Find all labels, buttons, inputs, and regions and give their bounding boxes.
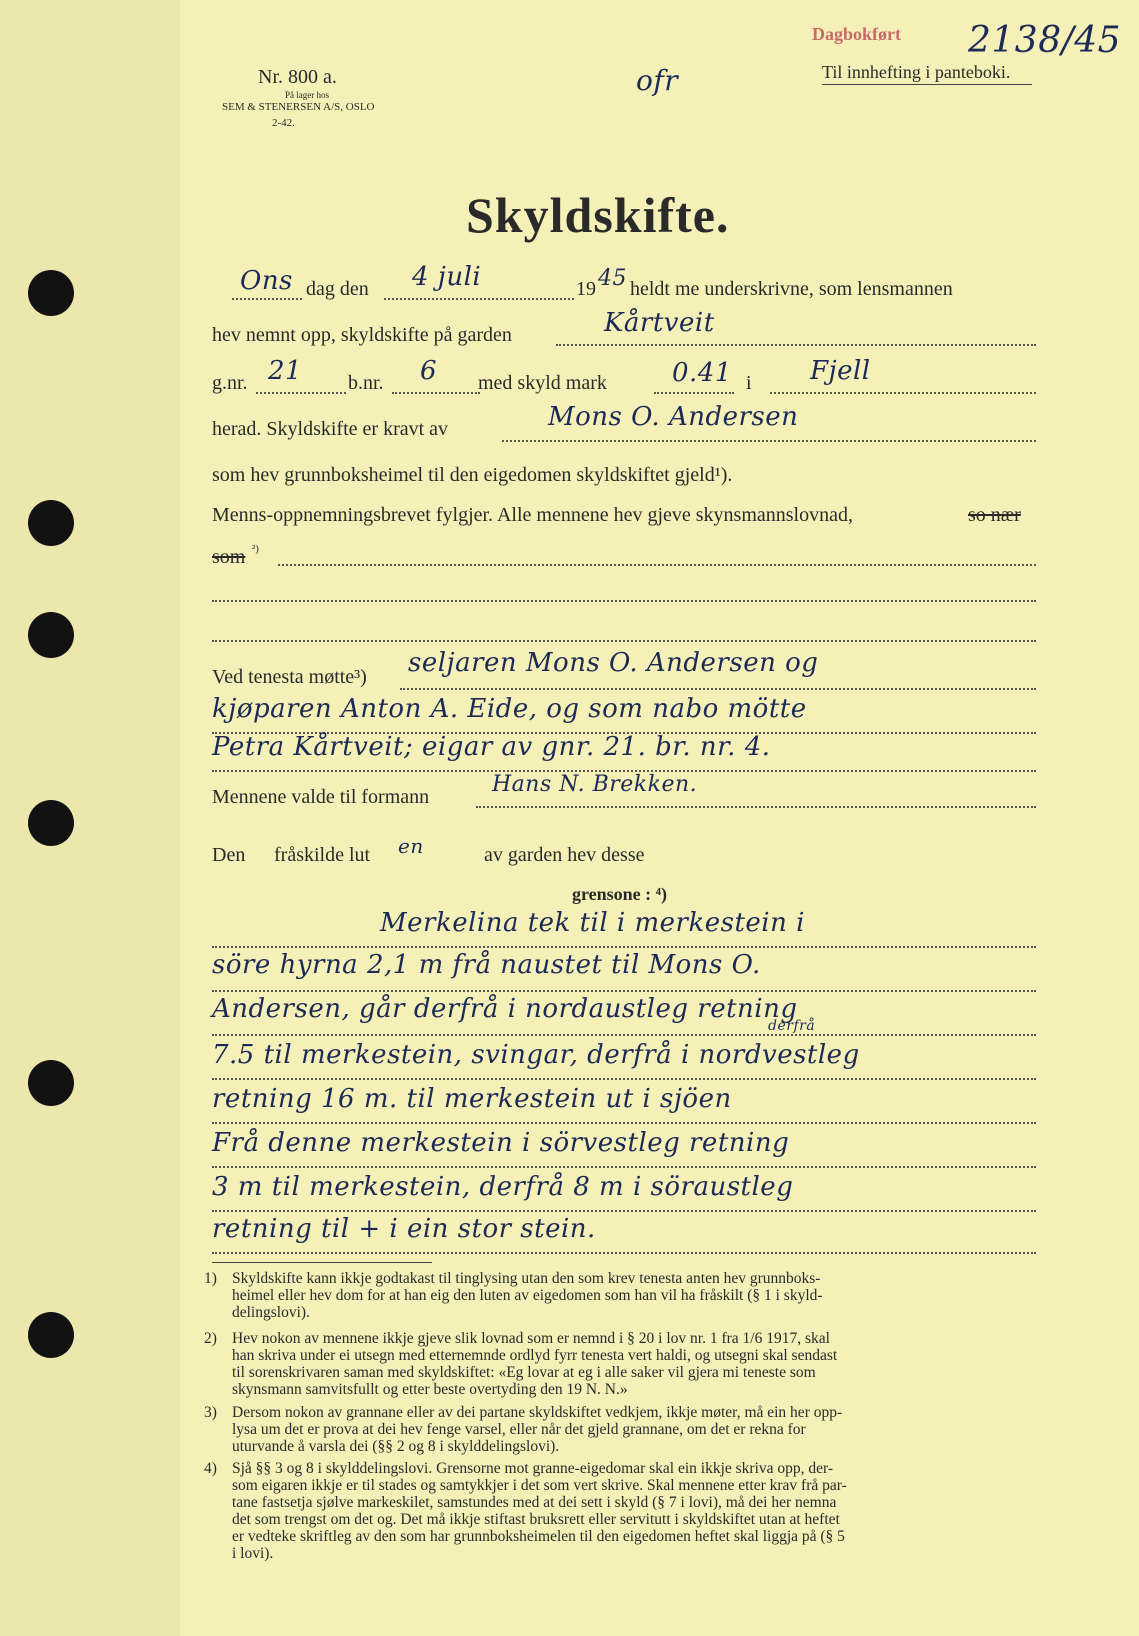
text-fraskilde: fråskilde lut	[274, 844, 371, 866]
attendees-hand-2: kjøparen Anton A. Eide, og som nabo mötte	[212, 694, 807, 724]
date-hand: 4 juli	[412, 262, 482, 292]
boundary-line: Frå denne merkestein i sörvestleg retning	[212, 1128, 790, 1158]
footnote-2	[204, 1330, 1047, 1398]
footnote-line: som eigaren ikkje er til stades og samtykkjer i det som vert skrive. Skal mennene etter krav frå par-	[232, 1477, 847, 1494]
fill-line	[502, 440, 1036, 442]
footnote-line: lysa um det er prova at dei hev fenge varsel, eller når det gjeld grannane, om det er rekna for	[232, 1421, 806, 1438]
fill-line	[212, 1166, 1036, 1168]
binding-strip	[0, 0, 180, 1636]
footnote-line: er vedteke skriftleg av den som har grunnboksheimelen til den eigedomen heftet skal liggja på (§ 5	[232, 1528, 845, 1545]
footnote-line: det som trengst om det og. Det må ikkje stiftast bruksrett eller servitutt i skyldskiftet utan at heftet	[232, 1511, 840, 1528]
chairman-hand: Hans N. Brekken.	[492, 772, 698, 797]
herad-hand: Fjell	[810, 356, 871, 386]
text-grunnbok: som hev grunnboksheimel til den eigedomen skyldskiftet gjeld¹).	[212, 464, 733, 486]
text-dag-den: dag den	[306, 278, 369, 300]
text-kravt: herad. Skyldskifte er kravt av	[212, 418, 449, 440]
lut-ending-hand: en	[398, 834, 424, 858]
fill-line	[212, 990, 1036, 992]
text-i: i	[746, 372, 752, 394]
binding-note: Til innhefting i panteboki.	[822, 62, 1011, 82]
boundary-insert: derfrå	[768, 1018, 816, 1034]
punch-hole	[28, 1060, 74, 1106]
footnote-3	[204, 1404, 1047, 1455]
stamp: Dagbokført	[812, 24, 901, 44]
boundary-line: retning til + i ein stor stein.	[212, 1214, 596, 1244]
weekday-hand: Ons	[240, 266, 293, 296]
fill-line	[212, 600, 1036, 602]
punch-hole	[28, 800, 74, 846]
punch-hole	[28, 612, 74, 658]
text-ved-tenesta: Ved tenesta møtte³)	[212, 666, 367, 688]
boundary-line: Merkelina tek til i merkestein i	[380, 908, 805, 938]
fill-line	[212, 1252, 1036, 1254]
punch-hole	[28, 500, 74, 546]
fill-line	[212, 1122, 1036, 1124]
footnote-line: han skriva under ei utsegn med etternemnde ordlyd fyrr tenesta vert haldi, og utsegni skal sendast	[232, 1347, 838, 1364]
fill-line	[212, 1210, 1036, 1212]
attendees-hand-3: Petra Kårtveit; eigar av gnr. 21. br. nr. 4.	[212, 732, 771, 762]
fill-line	[278, 564, 1036, 566]
fill-line	[232, 298, 302, 300]
struck-text: so nær	[968, 504, 1021, 526]
attendees-hand-1: seljaren Mons O. Andersen og	[408, 648, 819, 678]
footnote-4	[204, 1460, 1047, 1562]
boundary-line: Andersen, går derfrå i nordaustleg retning	[212, 994, 798, 1024]
boundary-line: söre hyrna 2,1 m frå naustet til Mons O.	[212, 950, 761, 980]
fill-line	[476, 806, 1036, 808]
fill-line	[212, 640, 1036, 642]
boundary-line: 3 m til merkestein, derfrå 8 m i söraustleg	[212, 1172, 794, 1202]
fill-line	[212, 1034, 1036, 1036]
fill-line	[400, 688, 1036, 690]
footnote-separator	[212, 1262, 432, 1263]
text-menns: Menns-oppnemningsbrevet fylgjer. Alle mennene hev gjeve skynsmannslovnad,	[212, 504, 853, 526]
footnote-number: 1)	[204, 1270, 217, 1287]
text-av-garden: av garden hev desse	[484, 844, 645, 866]
doc-number: 2138/45	[968, 20, 1122, 61]
note-underline	[822, 84, 1032, 85]
footnote-line: tane fastsetja sjølve markeskilet, samstundes med at dei sett i skyld (§ 7 i lovi), må dei her nemna	[232, 1494, 837, 1511]
fill-line	[212, 1078, 1036, 1080]
gnr-hand: 21	[268, 356, 303, 386]
form-number: Nr. 800 a.	[258, 66, 337, 88]
footnote-line: heimel eller hev dom for at han eig den luten av eigedomen som han vil ha fråskilt (§ 1 i skyld-	[232, 1287, 823, 1304]
footnote-line: til sorenskrivaren saman med skyldskiftet: «Eg lovar at eg i alle saker vil gjera mi teneste som	[232, 1364, 816, 1381]
boundary-line: retning 16 m. til merkestein ut i sjöen	[212, 1084, 732, 1114]
publisher-line: På lager hos	[285, 90, 329, 100]
fill-line	[392, 392, 480, 394]
fill-line	[654, 392, 734, 394]
requester-hand: Mons O. Andersen	[548, 402, 799, 432]
publisher-line: SEM & STENERSEN A/S, OSLO	[222, 101, 375, 113]
page-title: Skyldskifte.	[466, 187, 730, 243]
year-hand: 45	[598, 266, 627, 291]
grensone-heading: grensone : ⁴)	[572, 884, 668, 904]
footnote-line: Sjå §§ 3 og 8 i skylddelingslovi. Grensorne mot granne-eigedomar skal ein ikkje skriva opp, der-	[232, 1460, 834, 1477]
footnote-ref: ²)	[252, 543, 259, 555]
text-heldt: heldt me underskrivne, som lensmannen	[630, 278, 953, 300]
year-prefix: 19	[576, 278, 596, 300]
footnote-line: Dersom nokon av grannane eller av dei partane skyldskiftet vedkjem, ikkje møter, må ein her opp-	[232, 1404, 843, 1421]
footnote-number: 4)	[204, 1460, 217, 1477]
punch-hole	[28, 270, 74, 316]
text-formann: Mennene valde til formann	[212, 786, 430, 808]
footnote-line: Hev nokon av mennene ikkje gjeve slik lovnad som er nemnd i § 20 i lov nr. 1 fra 1/6 1917, skal	[232, 1330, 830, 1347]
text-bnr: b.nr.	[348, 372, 384, 394]
punch-hole	[28, 1312, 74, 1358]
text-den: Den	[212, 844, 246, 866]
footnote-line: i lovi).	[232, 1545, 274, 1562]
struck-text: som	[212, 546, 246, 568]
footnote-line: delingslovi).	[232, 1304, 310, 1321]
fill-line	[770, 392, 1036, 394]
fill-line	[384, 298, 574, 300]
footnote-1	[204, 1270, 1047, 1321]
initials: ofr	[636, 64, 679, 97]
fill-line	[556, 344, 1036, 346]
fill-line	[256, 392, 346, 394]
footnote-line: Skyldskifte kann ikkje godtakast til tinglysing utan den som krev tenesta anten hev grunnboks-	[232, 1270, 821, 1287]
mark-hand: 0.41	[672, 358, 732, 388]
bnr-hand: 6	[420, 356, 438, 386]
text-gnr: g.nr.	[212, 372, 248, 394]
text-nemnt: hev nemnt opp, skyldskifte på garden	[212, 324, 512, 346]
footnote-number: 3)	[204, 1404, 217, 1421]
publisher-line: 2-42.	[272, 117, 295, 129]
boundary-line: 7.5 til merkestein, svingar, derfrå i nordvestleg	[212, 1040, 860, 1070]
farm-name-hand: Kårtveit	[604, 308, 715, 338]
footnote-line: skynsmann samvitsfullt og etter beste overtyding den 19 N. N.»	[232, 1381, 628, 1398]
footnote-number: 2)	[204, 1330, 217, 1347]
footnote-line: uturvande å varsla dei (§§ 2 og 8 i skylddelingslovi).	[232, 1438, 560, 1455]
text-skyld: med skyld mark	[478, 372, 607, 394]
fill-line	[212, 946, 1036, 948]
